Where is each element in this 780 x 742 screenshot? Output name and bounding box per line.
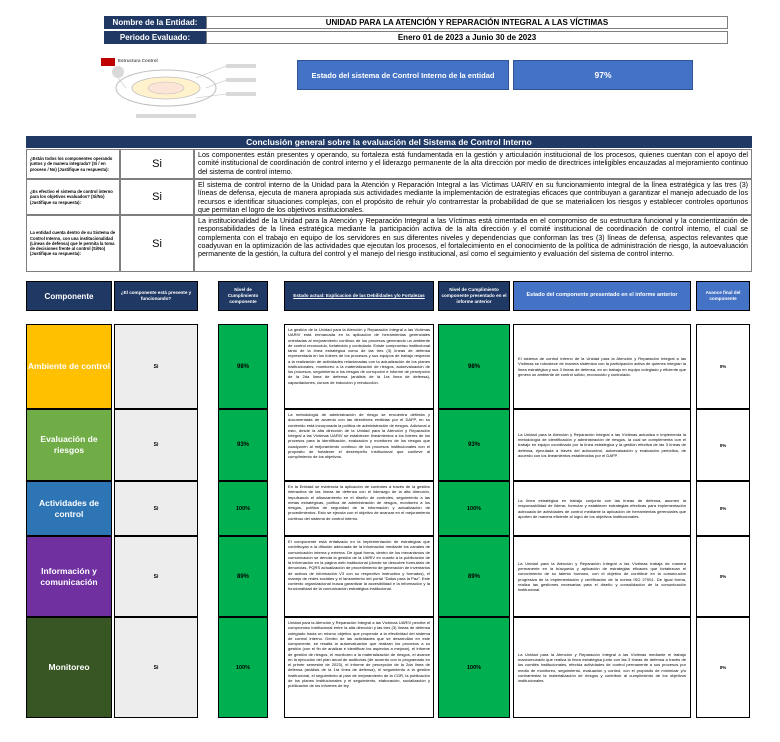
entity-label: Nombre de la Entidad: [104, 16, 206, 29]
level-monitoreo: 100% [218, 617, 268, 718]
justification-effective: El sistema de control interno de la Unidad para la Atención y Reparación Integral a las Víctimas UARIV en su funcionamiento integral de la línea estratégica y las tres (3) líneas de defensa, ejecuta de manera apropiada sus actividades mediante la implementación de estrategias eficaces que contribuyan a garantizar el manejo adecuado de los recursos e identificar situaciones complejas, con el propósito de rehuir y/o contrarrestar la probabilidad de que se materialicen los riesgos y establecer controles oportunos que permitan el logro de los objetivos institucionales. [194, 179, 752, 215]
advance-actividades-control: 0% [696, 481, 750, 536]
advance-ambiente-control: 0% [696, 324, 750, 409]
current-informacion-comunicacion: El componente está enfatizado en la implementación de estrategias que contribuyan a la difusión adecuada de la información mediante los canales de comunicación interna y externa. De igual forma, dentro de los mecanismos de comunicación se denota la gestión de la UARIV en cuanto a la publicación de la información en la página web institucional (donde se descubre formulario de denuncias, PQRS actualización de procedimiento de generación de inventarios de activos de información V3 con su respectivo instructivo y formatos), el manejo de redes sociales y el lanzamiento del portal "Datos para la Paz". Este contexto organizacional busca garantizar la accesibilidad e la información y la funcionalidad de la comunicación estratégica institucional. [284, 536, 434, 617]
component-actividades-control: Actividades de control [26, 481, 112, 536]
control-structure-diagram [96, 48, 266, 130]
prev-level-informacion-comunicacion: 89% [438, 536, 510, 617]
question-integrated: ¿Están todos los componentes operando juntos y de manera integrada? (Si / en proceso / No) (Justifique su respuesta): [26, 149, 120, 179]
level-informacion-comunicacion: 89% [218, 536, 268, 617]
period-value: Enero 01 de 2023 a Junio 30 de 2023 [206, 31, 728, 44]
advance-evaluacion-riesgos: 0% [696, 409, 750, 481]
header-prev-level: Nivel de Cumplimiento componente presentado en el informe anterior [438, 281, 510, 311]
question-institutionality: La entidad cuenta dentro de su Sistema de Control Interno, con una institucionalidad (Líneas de defensa) que le permita la toma de decisiones frente al control (Si/No) (Justifique su respuesta): [26, 215, 120, 272]
current-actividades-control: En la Entidad se evidencia la aplicación de controles a través de la gestión interactiva de las líneas de defensa con el liderazgo de la alta dirección, impulsando el afianzamiento en el diseño de controles, seguimiento a las metas estratégicas, política de administración de riesgos, monitoreo a los riesgos, política de seguridad de la información y actualización de procedimientos. Esto se ejecuta con el objetivo de avanzar en el mejoramiento continuo del sistema de control interno. [284, 481, 434, 536]
advance-informacion-comunicacion: 0% [696, 536, 750, 617]
prev-level-ambiente-control: 98% [438, 324, 510, 409]
header-component: Componente [26, 281, 112, 311]
level-actividades-control: 100% [218, 481, 268, 536]
level-ambiente-control: 98% [218, 324, 268, 409]
advance-monitoreo: 0% [696, 617, 750, 718]
level-evaluacion-riesgos: 93% [218, 409, 268, 481]
prev-level-actividades-control: 100% [438, 481, 510, 536]
header-level: Nivel de Cumplimiento componente [218, 281, 268, 311]
present-actividades-control: Si [114, 481, 198, 536]
current-evaluacion-riesgos: La metodología de administración de riesgo se encuentra definida y documentada de acuerdo con las directrices emitidas por el DAFP, en su contenido está incorporada la política de administración de riesgos. Adicional a esto, desde la alta dirección de la Unidad para la Atención y Reparación Integral a las Víctimas UARIV se establecen lineamientos a los líderes de los procesos para la identificación, evaluación y monitoreo de los riesgos que coadyuven al mejoramiento continuo de los procesos institucionales con el propósito de fortalecer el desempeño institucional que conlleve al cumplimiento de los objetivos. [284, 409, 434, 481]
diagram-center-label: Estructura Control [118, 58, 158, 63]
prev-state-monitoreo: La Unidad para la Atención y Reparación Integral a las Víctimas mediante el trabajo mancomunado que realiza la línea estratégica junto con las 3 líneas de defensa a través de los comités institucionales, efectúa actividades de control permanente a sus procesos por medio de monitoreo, seguimiento, evaluación y control, con el propósito de minimizar y/o contrarrestar la materialización de riesgos y contribuir al cumplimiento de los objetivos institucionales. [513, 617, 691, 718]
status-label: Estado del sistema de Control Interno de la entidad [297, 60, 509, 90]
entity-value: UNIDAD PARA LA ATENCIÓN Y REPARACIÓN INTEGRAL A LAS VÍCTIMAS [206, 16, 728, 29]
present-evaluacion-riesgos: Si [114, 409, 198, 481]
answer-effective: Si [120, 179, 194, 215]
justification-institutionality: La institucionalidad de la Unidad para la Atención y Reparación Integral a las Víctimas está cimentada en el compromiso de su estructura funcional y la concientización de responsabilidades de la línea estratégica mediante la participación activa de la alta dirección y el comité institucional de coordinación de control interno, el cual se complementa con el trabajo en equipo de los servidores en sus diferentes niveles y dependencias que conforman las tres (3) líneas de defensa, aspectos relevantes que coadyuvan en la optimización de las actividades que ejecutan los procesos, el fortalecimiento en el conocimiento de la política de administración de riesgo, la autoevaluación permanente de la gestión, la cultura del control y el manejo del riesgo institucional, así como el seguimiento y evaluación del sistema de control interno. [194, 215, 752, 272]
component-evaluacion-riesgos: Evaluación de riesgos [26, 409, 112, 481]
prev-state-actividades-control: La línea estratégica en trabajo conjunto con las líneas de defensa, asumen la responsabilidad de liderar, formular y establecer estrategias efectivas para implementación adecuada de actividades de control mediante la aplicación de herramientas gerenciales que aporten de manera eficiente al logro de los objetivos institucionales. [513, 481, 691, 536]
status-value: 97% [513, 60, 693, 90]
header-present: ¿El componente está presente y funcionando? [114, 281, 198, 311]
report-page [4, 4, 776, 738]
prev-level-evaluacion-riesgos: 93% [438, 409, 510, 481]
answer-institutionality: Si [120, 215, 194, 272]
present-monitoreo: Si [114, 617, 198, 718]
current-ambiente-control: La gestión de la Unidad para la Atención y Reparación Integral a las Víctimas UARIV está enmarcada en la aplicación de herramientas gerenciales orientadas al mejoramiento continuo de los procesos generando un ambiente de control reconocido, fortalecido y controlado. Existe compromiso institucional tanto de la línea estratégica como de las tres (3) líneas de defensa representada en los líderes de los procesos y sus equipos de trabajo respecto a la realización de actividades relacionadas con la actualización de los planes institucionales, monitoreo a la materialización de riesgos, autoevaluación de los procesos, seguimiento a los riesgos de corrupción e informe de percepción de la 2da línea de defensa (análisis de la 1ra línea de defensa), capacitaciones, cursos de inducción y reinducción. [284, 324, 434, 409]
current-monitoreo: Unidad para la Atención y Reparación Integral a las Víctimas UARIV percibe el compromiso institucional entre la alta dirección y las tres (3) líneas de defensa colegiado hacia un mismo objetivo que propende a la efectividad del sistema de control interno. Dentro de las actividades que se desarrollan en este componente, se resalta la autoevaluación que realizan los procesos a su gestión (con el fin de analizar e identificar los aspectos a mejorar), el informe de gestión de riesgos, el monitoreo a la materialización de riesgos, el avance en la ejecución del plan anual de auditorías (de acuerdo con lo programado en el primer semestre de 2023), el informe de percepción de la 2da línea de defensa (análisis de la 1ra línea de defensa), el seguimiento a la gestión institucional, el seguimiento al plan de mejoramiento de la CGR, la publicación de los planes institucionales y el seguimiento, elaboración, socialización y publicación de los informes de ley. [284, 617, 434, 718]
header-prev-state: Estado del componente presentado en el informe anterior [513, 281, 691, 311]
answer-integrated: Si [120, 149, 194, 179]
conclusion-title: Conclusión general sobre la evaluación del Sistema de Control Interno [26, 136, 752, 148]
present-ambiente-control: Si [114, 324, 198, 409]
component-monitoreo: Monitoreo [26, 617, 112, 718]
prev-state-informacion-comunicacion: La Unidad para la Atención y Reparación Integral a las Víctimas trabaja de manera permanente en la búsqueda y aplicación de estrategias eficaces que fortalezcan el conocimiento de su talento humano, con el objetivo de contribuir en la consecución progresiva de la implementación y certificación de la norma ISO 27001. De igual forma, realiza las gestiones necesarias para el diseño y consolidación de la comunicación institucional. [513, 536, 691, 617]
question-effective: ¿Es efectivo el sistema de control interno para los objetivos evaluados? (Si/No) (Justifique su respuesta): [26, 179, 120, 215]
prev-state-evaluacion-riesgos: La Unidad para la Atención y Reparación Integral a las Víctimas actualiza e implementa la metodología de identificación y administración de riesgos, la cual se complementa con el trabajo en equipo coordinado por la línea estratégica y la gestión efectiva de las 3 líneas de defensa, ejecutada a través del autocontrol, autoevaluación y evaluación periódica, de acuerdo con los lineamientos establecidos por el DAFP. [513, 409, 691, 481]
present-informacion-comunicacion: Si [114, 536, 198, 617]
component-ambiente-control: Ambiente de control [26, 324, 112, 409]
header-current-state: Estado actual: Explicacion de las Debilidades y/o Fortalezas [284, 281, 434, 311]
prev-level-monitoreo: 100% [438, 617, 510, 718]
period-label: Periodo Evaluado: [104, 31, 206, 44]
justification-integrated: Los componentes están presentes y operando, su fortaleza está fundamentada en la gestión y articulación institucional de los procesos, quienes cuentan con el apoyo del comité institucional de coordinación de control interno y el liderazgo permanente de la alta dirección por medio de directrices inteligibles encauzadas al mejoramiento continuo del sistema de control interno. [194, 149, 752, 179]
component-informacion-comunicacion: Información y comunicación [26, 536, 112, 617]
header-advance: Avance final del componente [696, 281, 750, 311]
prev-state-ambiente-control: El sistema de control interno de la Unidad para la Atención y Reparación Integral a las Víctimas se robustece de manera sistémica con la participación activa de quienes integran la línea estratégica y sus 3 líneas de defensa, en un trabajo en equipo colegiado y eficiente que genera un ambiente de control sólido, reconocido y controlado. [513, 324, 691, 409]
